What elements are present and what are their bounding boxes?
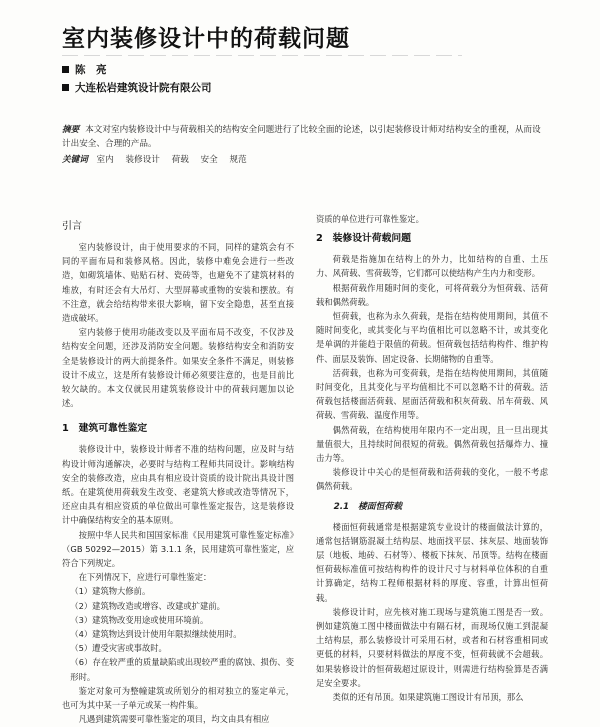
right-column [316, 212, 548, 704]
paragraph: 荷载是指施加在结构上的外力，比如结构的自重、土压力、风荷载、雪荷载等，它们都可以使结构产生内力和变形。 [316, 254, 548, 279]
list-item: （3）建筑物改变用途或使用环境前。 [70, 614, 209, 625]
abstract-text: 本文对室内装修设计中与荷载相关的结构安全问题进行了比较全面的论述，以引起装修设计师对结构安全的重视，从而设计出安全、合理的产品。 [62, 125, 541, 149]
subsection-heading-2-1: 2.1 楼面恒荷载 [333, 501, 402, 512]
paragraph: 楼面恒荷载通常是根据建筑专业设计的楼面做法计算的，通常包括钢筋混凝土结构层、地面找平层、抹灰层、地面装饰层（地板、地砖、石材等）、楼板下抹灰、吊顶等。结构在楼面恒荷载标准值可按结构构件的设计尺寸与材料单位体积的自重计算确定，结构工程师根据材料的厚度、容重，计算出恒荷载。 [316, 521, 548, 603]
author-line [62, 62, 107, 77]
section-heading-1: 1 建筑可靠性鉴定 [62, 423, 148, 435]
abstract-label: 摘要 [62, 125, 80, 135]
keyword: 规范 [229, 155, 247, 165]
section-heading-intro: 引言 [62, 221, 82, 232]
paragraph: 恒荷载，也称为永久荷载，是指在结构使用期间，其值不随时间变化，或其变化与平均值相比可以忽略不计，或其变化是单调的并能趋于限值的荷载。恒荷载包括结构构件、维护构件、面层及装饰、固定设备、长期储物的自重等。 [316, 311, 548, 364]
paragraph: 装修设计中关心的是恒荷载和活荷载的变化，一般不考虑偶然荷载。 [316, 467, 548, 492]
scan-artifact-line [62, 55, 462, 56]
paragraph: 鉴定对象可为整幢建筑或所划分的相对独立的鉴定单元，也可为其中某一子单元或某一构件集。 [62, 685, 294, 711]
list-item: （1）建筑物大修前。 [70, 586, 151, 597]
paragraph: 类似的还有吊顶。如果建筑施工图设计有吊顶，那么 [332, 692, 524, 703]
section-heading-2: 2 装修设计荷载问题 [316, 233, 411, 245]
abstract [62, 123, 546, 151]
paragraph: 在下列情况下，应进行可靠性鉴定： [78, 572, 212, 583]
author-name: 陈 亮 [75, 64, 107, 76]
paragraph: 按照中华人民共和国国家标准《民用建筑可靠性鉴定标准》（GB 50292—2015）第 3.1.1 条，民用建筑可靠性鉴定，应符合下列规定。 [62, 529, 294, 569]
paragraph: 室内装修设计，由于使用要求的不同，同样的建筑会有不同的平面布局和装修风格。因此，装修中难免会进行一些改造，如砌筑墙体、贴贴石材、瓷砖等，也避免不了建筑材料的堆放，有时还会有大吊灯、大型屏幕或重物的安装和摆放。有不注意，就会给结构带来很大影响，留下安全隐患，甚至直接造成破坏。 [62, 242, 294, 324]
list-item: （5）遭受灾害或事故时。 [70, 643, 167, 654]
affiliation-line [62, 80, 212, 95]
keywords [62, 153, 546, 167]
left-column [62, 220, 294, 727]
square-bullet-icon [62, 84, 69, 91]
affiliation: 大连松岩建筑设计院有限公司 [75, 82, 212, 94]
paragraph: 活荷载，也称为可变荷载，是指在结构使用期间，其值随时间变化，且其变化与平均值相比不可以忽略不计的荷载。活荷载包括楼面活荷载、屋面活荷载和积灰荷载、吊车荷载、风荷载、雪荷载、温度作用等。 [316, 367, 548, 421]
list-item: （2）建筑物改造或增容、改建或扩建前。 [70, 600, 225, 611]
paragraph: 偶然荷载，在结构使用年限内不一定出现，且一旦出现其量值很大，且持续时间很短的荷载。偶然荷载包括爆炸力、撞击力等。 [316, 424, 548, 464]
paragraph: 根据荷载作用随时间的变化，可将荷载分为恒荷载、活荷载和偶然荷载。 [316, 282, 548, 307]
keyword: 装修设计 [125, 155, 160, 165]
paragraph: 凡遇到建筑需要可靠性鉴定的项目，均文由具有相应 [78, 714, 270, 725]
paragraph: 室内装修于使用功能改变以及平面布局不改变，不仅涉及结构安全问题，还涉及消防安全问题。装修结构安全和消防安全是装修设计的两大前提条件。如果安全条件不满足，则装修设计不成立，这是所有装修设计师必须要注意的，也是目前比较欠缺的。本文仅就民用建筑装修设计中的荷载问题加以论述。 [62, 327, 294, 409]
list-item: （4）建筑物达到设计使用年限拟继续使用时。 [70, 629, 242, 640]
paragraph: 装修设计时，应先核对施工现场与建筑施工图是否一致。例如建筑施工图中楼面做法中有隔石材，而现场仅施工到混凝土结构层，那么装修设计可采用石材，或者和石材容重相同或更低的材料，只要材料做法的厚度不变，恒荷载就不会超载。如果装修设计的恒荷载超过原设计，则需进行结构验算是否满足安全要求。 [316, 606, 548, 688]
paragraph: 装修设计中，装修设计师者不准的结构问题，应及时与结构设计师沟通解决，必要时与结构工程师共同设计。影响结构安全的装修改造，应由具有相应设计资质的设计院出具设计图纸。在建筑使用荷载发生改变、老建筑大修或改造等情况下，还应由具有相应资质的单位做出可靠性鉴定报告，这是装修设计中确保结构安全的基本原则。 [62, 444, 294, 526]
keyword: 安全 [200, 155, 218, 165]
keyword: 室内 [96, 155, 114, 165]
paragraph: 资质的单位进行可靠性鉴定。 [316, 214, 424, 224]
keyword: 荷载 [171, 155, 189, 165]
square-bullet-icon [62, 66, 69, 73]
list-item: （6）存在较严重的质量缺陷或出现较严重的腐蚀、损伤、变形时。 [70, 657, 294, 682]
article-title: 室内装修设计中的荷载问题 [62, 26, 350, 52]
keywords-label: 关键词 [62, 155, 88, 165]
